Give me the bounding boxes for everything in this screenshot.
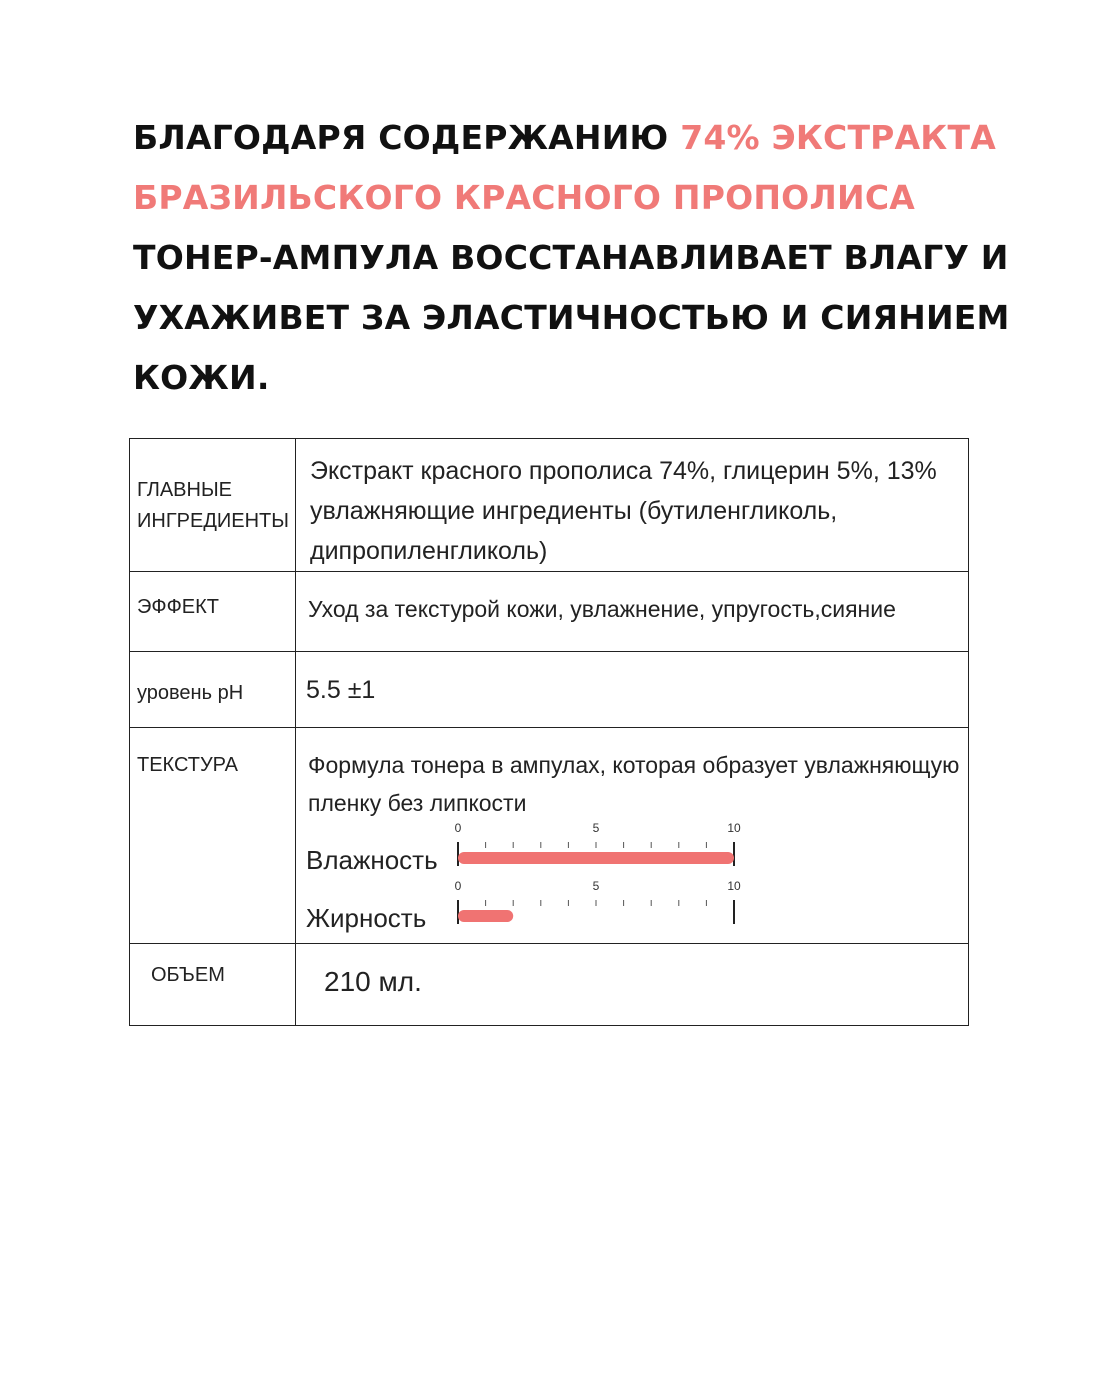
ingredients-label-line2: ИНГРЕДИЕНТЫ — [137, 510, 289, 532]
texture-value-cell — [296, 728, 969, 944]
meter-tick-label: 0 — [454, 821, 462, 835]
texture-label-cell — [130, 728, 296, 944]
meter-moisture — [306, 822, 746, 878]
ingredients-label — [137, 439, 295, 537]
meter-tick-label: 5 — [592, 821, 600, 835]
texture-value: Формула тонера в ампулах, которая образует увлажняющую пленку без липкости — [308, 752, 960, 816]
meter-moisture-scale — [456, 822, 746, 878]
effect-label: ЭФФЕКТ — [137, 596, 219, 618]
meter-tick-label: 10 — [727, 821, 741, 835]
effect-value: Уход за текстурой кожи, увлажнение, упругость,сияние — [308, 596, 896, 622]
spec-row-effect — [130, 572, 969, 652]
meter-tick-label: 10 — [727, 879, 741, 893]
ingredients-label-cell — [130, 439, 296, 572]
headline-part2: ТОНЕР-АМПУЛА ВОССТАНАВЛИВАЕТ ВЛАГУ И УХАЖИВЕТ ЗА ЭЛАСТИЧНОСТЬЮ И СИЯНИЕМ КОЖИ. — [133, 238, 1010, 397]
volume-label-cell — [130, 944, 296, 1026]
ph-value: 5.5 ±1 — [306, 676, 376, 704]
ingredients-value-cell — [296, 439, 969, 572]
ph-label: уровень pH — [137, 682, 244, 704]
headline-accent: 74% ЭКСТРАКТА БРАЗИЛЬСКОГО КРАСНОГО ПРОПОЛИСА — [133, 118, 996, 217]
meter-fill-bar — [458, 852, 734, 864]
spec-table — [129, 438, 969, 1026]
volume-label: ОБЪЕМ — [151, 964, 225, 986]
spec-row-volume — [130, 944, 969, 1026]
ph-value-cell — [296, 652, 969, 728]
texture-meters — [296, 821, 968, 933]
meter-oiliness-scale — [456, 880, 746, 936]
texture-label: ТЕКСТУРА — [137, 754, 239, 776]
ph-label-cell — [130, 652, 296, 728]
spec-row-texture — [130, 728, 969, 944]
ingredients-value: Экстракт красного прополиса 74%, глицерин 5%, 13% увлажняющие ингредиенты (бутиленгликоль, дипропиленгликоль) — [310, 457, 937, 565]
effect-label-cell — [130, 572, 296, 652]
meter-oiliness — [306, 880, 746, 936]
meter-moisture-label: Влажность — [306, 845, 438, 875]
spec-row-ph — [130, 652, 969, 728]
headline — [133, 108, 1033, 408]
meter-tick-label: 5 — [592, 879, 600, 893]
effect-value-cell — [296, 572, 969, 652]
meter-fill-bar — [458, 910, 513, 922]
meter-oiliness-label: Жирность — [306, 903, 427, 933]
volume-value-cell — [296, 944, 969, 1026]
ingredients-label-line1: ГЛАВНЫЕ — [137, 479, 232, 501]
volume-value: 210 мл. — [324, 966, 422, 997]
headline-part1: БЛАГОДАРЯ СОДЕРЖАНИЮ — [133, 118, 681, 157]
meter-tick-label: 0 — [454, 879, 462, 893]
spec-row-ingredients — [130, 439, 969, 572]
